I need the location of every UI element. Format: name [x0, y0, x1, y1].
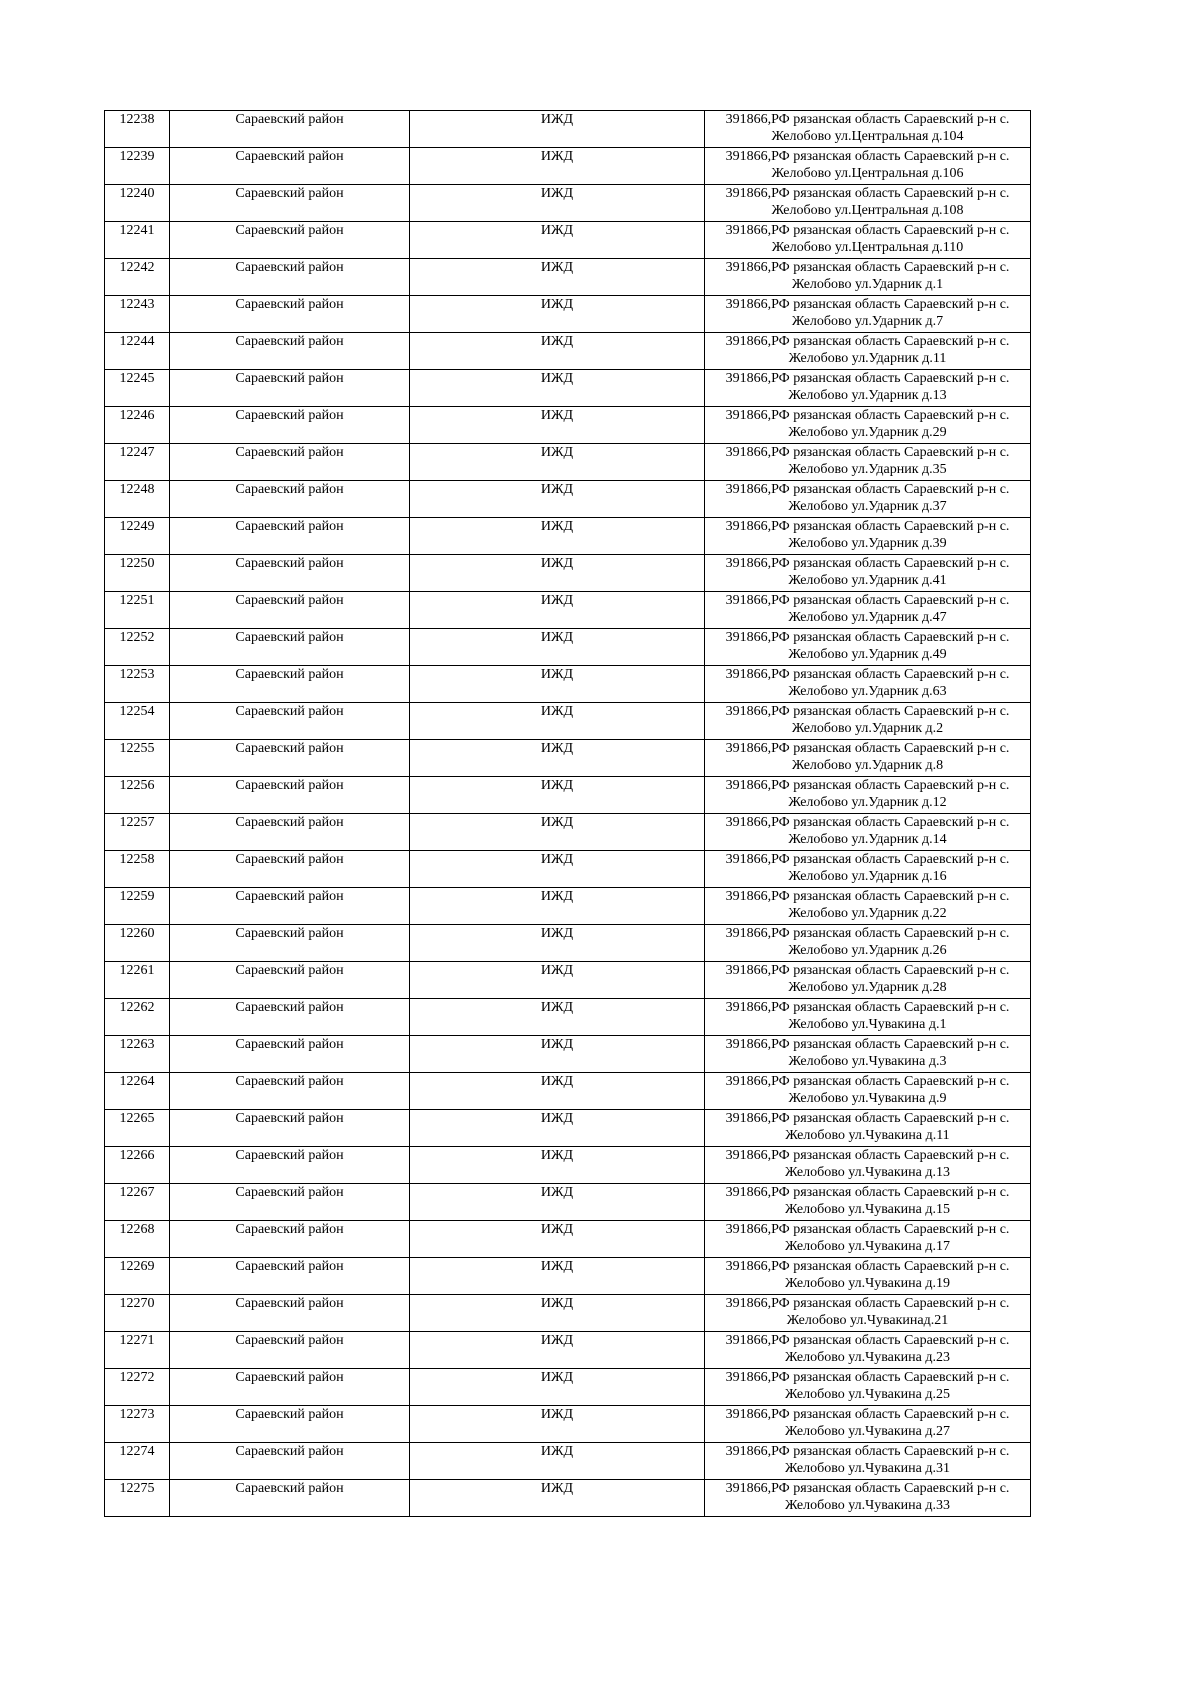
district-cell: Сараевский район: [170, 296, 410, 333]
address-line-2: Желобово ул.Ударник д.2: [791, 721, 944, 736]
district-cell: Сараевский район: [170, 703, 410, 740]
district-cell: Сараевский район: [170, 259, 410, 296]
address-line-2: Желобово ул.Ударник д.29: [788, 425, 947, 440]
district-cell: Сараевский район: [170, 481, 410, 518]
address-line-1: 391866,РФ рязанская область Сараевский р-н с.: [725, 223, 1010, 238]
district-cell: Сараевский район: [170, 999, 410, 1036]
object-type-cell: ИЖД: [410, 1369, 705, 1406]
row-number-cell: 12260: [105, 925, 170, 962]
row-number-cell: 12245: [105, 370, 170, 407]
row-number-cell: 12275: [105, 1480, 170, 1517]
object-type-cell: ИЖД: [410, 296, 705, 333]
object-type-cell: ИЖД: [410, 518, 705, 555]
address-line-2: Желобово ул.Ударник д.16: [788, 869, 947, 884]
object-type-cell: ИЖД: [410, 925, 705, 962]
address-cell: [705, 666, 1031, 703]
table-row: [105, 481, 1031, 518]
object-type-cell: ИЖД: [410, 1221, 705, 1258]
row-number-cell: 12247: [105, 444, 170, 481]
address-cell: [705, 999, 1031, 1036]
address-line-1: 391866,РФ рязанская область Сараевский р-н с.: [725, 556, 1010, 571]
row-number-cell: 12249: [105, 518, 170, 555]
table-row: [105, 1480, 1031, 1517]
district-cell: Сараевский район: [170, 1073, 410, 1110]
row-number-cell: 12270: [105, 1295, 170, 1332]
address-line-2: Желобово ул.Чувакина д.17: [785, 1239, 950, 1254]
object-type-cell: ИЖД: [410, 333, 705, 370]
object-type-cell: ИЖД: [410, 814, 705, 851]
address-line-1: 391866,РФ рязанская область Сараевский р-н с.: [725, 1074, 1010, 1089]
district-cell: Сараевский район: [170, 1184, 410, 1221]
object-type-cell: ИЖД: [410, 370, 705, 407]
address-line-1: 391866,РФ рязанская область Сараевский р-н с.: [725, 334, 1010, 349]
row-number-cell: 12239: [105, 148, 170, 185]
address-cell: [705, 555, 1031, 592]
address-line-1: 391866,РФ рязанская область Сараевский р-н с.: [725, 1333, 1010, 1348]
address-cell: [705, 259, 1031, 296]
table-row: [105, 777, 1031, 814]
address-cell: [705, 1480, 1031, 1517]
address-line-2: Желобово ул.Ударник д.11: [788, 351, 947, 366]
district-cell: Сараевский район: [170, 407, 410, 444]
address-line-1: 391866,РФ рязанская область Сараевский р-н с.: [725, 1296, 1010, 1311]
object-type-cell: ИЖД: [410, 851, 705, 888]
address-cell: [705, 111, 1031, 148]
table-row: [105, 444, 1031, 481]
row-number-cell: 12272: [105, 1369, 170, 1406]
district-cell: Сараевский район: [170, 1295, 410, 1332]
address-cell: [705, 481, 1031, 518]
address-cell: [705, 1110, 1031, 1147]
district-cell: Сараевский район: [170, 1369, 410, 1406]
row-number-cell: 12273: [105, 1406, 170, 1443]
row-number-cell: 12240: [105, 185, 170, 222]
row-number-cell: 12238: [105, 111, 170, 148]
row-number-cell: 12264: [105, 1073, 170, 1110]
table-row: [105, 148, 1031, 185]
address-line-1: 391866,РФ рязанская область Сараевский р-н с.: [725, 186, 1010, 201]
address-cell: [705, 148, 1031, 185]
address-line-2: Желобово ул.Ударник д.8: [791, 758, 944, 773]
table-row: [105, 296, 1031, 333]
object-type-cell: ИЖД: [410, 555, 705, 592]
address-line-1: 391866,РФ рязанская область Сараевский р-н с.: [725, 1259, 1010, 1274]
district-cell: Сараевский район: [170, 592, 410, 629]
address-cell: [705, 925, 1031, 962]
table-row: [105, 407, 1031, 444]
object-type-cell: ИЖД: [410, 1258, 705, 1295]
object-type-cell: ИЖД: [410, 1073, 705, 1110]
district-cell: Сараевский район: [170, 518, 410, 555]
row-number-cell: 12242: [105, 259, 170, 296]
district-cell: Сараевский район: [170, 1406, 410, 1443]
address-line-2: Желобово ул.Чувакина д.33: [785, 1498, 950, 1513]
address-line-1: 391866,РФ рязанская область Сараевский р-н с.: [725, 1185, 1010, 1200]
table-row: [105, 185, 1031, 222]
address-line-1: 391866,РФ рязанская область Сараевский р-н с.: [725, 926, 1010, 941]
district-cell: Сараевский район: [170, 111, 410, 148]
address-cell: [705, 407, 1031, 444]
table-row: [105, 222, 1031, 259]
address-line-2: Желобово ул.Ударник д.39: [788, 536, 947, 551]
address-line-1: 391866,РФ рязанская область Сараевский р-н с.: [725, 815, 1010, 830]
district-cell: Сараевский район: [170, 629, 410, 666]
address-line-2: Желобово ул.Чувакина д.3: [788, 1054, 947, 1069]
object-type-cell: ИЖД: [410, 222, 705, 259]
district-cell: Сараевский район: [170, 555, 410, 592]
address-line-1: 391866,РФ рязанская область Сараевский р-н с.: [725, 1370, 1010, 1385]
address-line-1: 391866,РФ рязанская область Сараевский р-н с.: [725, 889, 1010, 904]
district-cell: Сараевский район: [170, 1147, 410, 1184]
address-line-2: Желобово ул.Ударник д.63: [788, 684, 947, 699]
table-row: [105, 740, 1031, 777]
row-number-cell: 12259: [105, 888, 170, 925]
address-line-1: 391866,РФ рязанская область Сараевский р-н с.: [725, 630, 1010, 645]
district-cell: Сараевский район: [170, 851, 410, 888]
object-type-cell: ИЖД: [410, 111, 705, 148]
address-line-1: 391866,РФ рязанская область Сараевский р-н с.: [725, 1222, 1010, 1237]
address-line-1: 391866,РФ рязанская область Сараевский р-н с.: [725, 149, 1010, 164]
table-row: [105, 1073, 1031, 1110]
district-cell: Сараевский район: [170, 888, 410, 925]
address-cell: [705, 1369, 1031, 1406]
table-row: [105, 333, 1031, 370]
district-cell: Сараевский район: [170, 1258, 410, 1295]
address-line-1: 391866,РФ рязанская область Сараевский р-н с.: [725, 408, 1010, 423]
address-line-2: Желобово ул.Чувакина д.11: [785, 1128, 950, 1143]
address-line-2: Желобово ул.Чувакинад.21: [786, 1313, 949, 1328]
district-cell: Сараевский район: [170, 962, 410, 999]
address-line-1: 391866,РФ рязанская область Сараевский р-н с.: [725, 1481, 1010, 1496]
row-number-cell: 12255: [105, 740, 170, 777]
address-line-2: Желобово ул.Центральная д.106: [771, 166, 964, 181]
district-cell: Сараевский район: [170, 222, 410, 259]
address-line-2: Желобово ул.Ударник д.28: [788, 980, 947, 995]
address-line-1: 391866,РФ рязанская область Сараевский р-н с.: [725, 371, 1010, 386]
address-cell: [705, 1036, 1031, 1073]
address-cell: [705, 296, 1031, 333]
district-cell: Сараевский район: [170, 148, 410, 185]
address-line-2: Желобово ул.Чувакина д.9: [788, 1091, 947, 1106]
address-line-2: Желобово ул.Ударник д.12: [788, 795, 947, 810]
object-type-cell: ИЖД: [410, 1295, 705, 1332]
table-row: [105, 1184, 1031, 1221]
table-row: [105, 370, 1031, 407]
address-cell: [705, 1443, 1031, 1480]
row-number-cell: 12251: [105, 592, 170, 629]
row-number-cell: 12254: [105, 703, 170, 740]
row-number-cell: 12258: [105, 851, 170, 888]
address-line-2: Желобово ул.Центральная д.110: [771, 240, 964, 255]
table-row: [105, 518, 1031, 555]
address-cell: [705, 851, 1031, 888]
district-cell: Сараевский район: [170, 666, 410, 703]
address-line-2: Желобово ул.Ударник д.26: [788, 943, 947, 958]
district-cell: Сараевский район: [170, 1110, 410, 1147]
table-row: [105, 629, 1031, 666]
object-type-cell: ИЖД: [410, 962, 705, 999]
row-number-cell: 12256: [105, 777, 170, 814]
address-cell: [705, 1073, 1031, 1110]
table-row: [105, 1258, 1031, 1295]
row-number-cell: 12241: [105, 222, 170, 259]
address-cell: [705, 740, 1031, 777]
object-type-cell: ИЖД: [410, 1406, 705, 1443]
row-number-cell: 12253: [105, 666, 170, 703]
address-line-1: 391866,РФ рязанская область Сараевский р-н с.: [725, 778, 1010, 793]
registry-table: [104, 110, 1031, 1517]
address-line-1: 391866,РФ рязанская область Сараевский р-н с.: [725, 297, 1010, 312]
object-type-cell: ИЖД: [410, 1443, 705, 1480]
district-cell: Сараевский район: [170, 740, 410, 777]
table-row: [105, 851, 1031, 888]
table-row: [105, 1221, 1031, 1258]
table-row: [105, 888, 1031, 925]
row-number-cell: 12267: [105, 1184, 170, 1221]
table-row: [105, 1406, 1031, 1443]
table-row: [105, 1443, 1031, 1480]
district-cell: Сараевский район: [170, 1036, 410, 1073]
table-row: [105, 925, 1031, 962]
district-cell: Сараевский район: [170, 1332, 410, 1369]
object-type-cell: ИЖД: [410, 185, 705, 222]
row-number-cell: 12257: [105, 814, 170, 851]
object-type-cell: ИЖД: [410, 1480, 705, 1517]
address-line-2: Желобово ул.Центральная д.108: [771, 203, 964, 218]
table-row: [105, 666, 1031, 703]
object-type-cell: ИЖД: [410, 1147, 705, 1184]
address-line-2: Желобово ул.Чувакина д.31: [785, 1461, 950, 1476]
address-line-2: Желобово ул.Ударник д.22: [788, 906, 947, 921]
address-line-2: Желобово ул.Ударник д.41: [788, 573, 947, 588]
address-line-1: 391866,РФ рязанская область Сараевский р-н с.: [725, 519, 1010, 534]
table-row: [105, 999, 1031, 1036]
address-cell: [705, 962, 1031, 999]
object-type-cell: ИЖД: [410, 1184, 705, 1221]
address-cell: [705, 1406, 1031, 1443]
object-type-cell: ИЖД: [410, 1110, 705, 1147]
row-number-cell: 12263: [105, 1036, 170, 1073]
row-number-cell: 12244: [105, 333, 170, 370]
address-line-1: 391866,РФ рязанская область Сараевский р-н с.: [725, 1444, 1010, 1459]
row-number-cell: 12262: [105, 999, 170, 1036]
table-row: [105, 1332, 1031, 1369]
row-number-cell: 12265: [105, 1110, 170, 1147]
registry-table-body: [105, 111, 1031, 1517]
district-cell: Сараевский район: [170, 814, 410, 851]
object-type-cell: ИЖД: [410, 148, 705, 185]
address-line-2: Желобово ул.Центральная д.104: [771, 129, 964, 144]
object-type-cell: ИЖД: [410, 444, 705, 481]
table-row: [105, 1036, 1031, 1073]
row-number-cell: 12248: [105, 481, 170, 518]
district-cell: Сараевский район: [170, 1221, 410, 1258]
address-cell: [705, 703, 1031, 740]
object-type-cell: ИЖД: [410, 481, 705, 518]
address-cell: [705, 592, 1031, 629]
table-row: [105, 814, 1031, 851]
address-cell: [705, 1147, 1031, 1184]
district-cell: Сараевский район: [170, 777, 410, 814]
object-type-cell: ИЖД: [410, 888, 705, 925]
table-row: [105, 703, 1031, 740]
address-line-1: 391866,РФ рязанская область Сараевский р-н с.: [725, 1111, 1010, 1126]
address-line-2: Желобово ул.Ударник д.7: [791, 314, 944, 329]
row-number-cell: 12271: [105, 1332, 170, 1369]
address-line-1: 391866,РФ рязанская область Сараевский р-н с.: [725, 482, 1010, 497]
address-cell: [705, 629, 1031, 666]
address-cell: [705, 777, 1031, 814]
address-line-2: Желобово ул.Ударник д.37: [788, 499, 947, 514]
district-cell: Сараевский район: [170, 444, 410, 481]
address-cell: [705, 222, 1031, 259]
row-number-cell: 12269: [105, 1258, 170, 1295]
district-cell: Сараевский район: [170, 1480, 410, 1517]
address-line-2: Желобово ул.Чувакина д.25: [785, 1387, 950, 1402]
address-cell: [705, 1184, 1031, 1221]
table-row: [105, 555, 1031, 592]
address-line-2: Желобово ул.Ударник д.14: [788, 832, 947, 847]
address-line-1: 391866,РФ рязанская область Сараевский р-н с.: [725, 667, 1010, 682]
address-cell: [705, 1221, 1031, 1258]
district-cell: Сараевский район: [170, 185, 410, 222]
table-row: [105, 1147, 1031, 1184]
object-type-cell: ИЖД: [410, 666, 705, 703]
address-cell: [705, 185, 1031, 222]
address-cell: [705, 518, 1031, 555]
address-line-2: Желобово ул.Ударник д.13: [788, 388, 947, 403]
address-line-1: 391866,РФ рязанская область Сараевский р-н с.: [725, 1148, 1010, 1163]
address-line-2: Желобово ул.Ударник д.47: [788, 610, 947, 625]
row-number-cell: 12268: [105, 1221, 170, 1258]
address-line-2: Желобово ул.Чувакина д.13: [785, 1165, 950, 1180]
object-type-cell: ИЖД: [410, 259, 705, 296]
address-line-2: Желобово ул.Чувакина д.15: [785, 1202, 950, 1217]
table-row: [105, 1295, 1031, 1332]
address-line-1: 391866,РФ рязанская область Сараевский р-н с.: [725, 445, 1010, 460]
object-type-cell: ИЖД: [410, 777, 705, 814]
address-line-1: 391866,РФ рязанская область Сараевский р-н с.: [725, 1407, 1010, 1422]
object-type-cell: ИЖД: [410, 1332, 705, 1369]
district-cell: Сараевский район: [170, 925, 410, 962]
address-cell: [705, 1332, 1031, 1369]
row-number-cell: 12246: [105, 407, 170, 444]
address-line-2: Желобово ул.Ударник д.1: [791, 277, 944, 292]
address-line-1: 391866,РФ рязанская область Сараевский р-н с.: [725, 704, 1010, 719]
address-line-2: Желобово ул.Чувакина д.19: [785, 1276, 950, 1291]
address-cell: [705, 444, 1031, 481]
object-type-cell: ИЖД: [410, 629, 705, 666]
address-line-1: 391866,РФ рязанская область Сараевский р-н с.: [725, 852, 1010, 867]
address-line-1: 391866,РФ рязанская область Сараевский р-н с.: [725, 1000, 1010, 1015]
address-cell: [705, 814, 1031, 851]
address-line-1: 391866,РФ рязанская область Сараевский р-н с.: [725, 593, 1010, 608]
address-cell: [705, 1295, 1031, 1332]
object-type-cell: ИЖД: [410, 592, 705, 629]
district-cell: Сараевский район: [170, 333, 410, 370]
address-cell: [705, 333, 1031, 370]
table-row: [105, 592, 1031, 629]
address-line-1: 391866,РФ рязанская область Сараевский р-н с.: [725, 260, 1010, 275]
address-cell: [705, 888, 1031, 925]
address-line-2: Желобово ул.Ударник д.35: [788, 462, 947, 477]
object-type-cell: ИЖД: [410, 999, 705, 1036]
address-cell: [705, 370, 1031, 407]
address-line-2: Желобово ул.Чувакина д.27: [785, 1424, 950, 1439]
address-line-1: 391866,РФ рязанская область Сараевский р-н с.: [725, 112, 1010, 127]
table-row: [105, 111, 1031, 148]
address-line-1: 391866,РФ рязанская область Сараевский р-н с.: [725, 1037, 1010, 1052]
row-number-cell: 12266: [105, 1147, 170, 1184]
table-row: [105, 259, 1031, 296]
row-number-cell: 12261: [105, 962, 170, 999]
table-row: [105, 1369, 1031, 1406]
address-line-2: Желобово ул.Чувакина д.23: [785, 1350, 950, 1365]
address-line-2: Желобово ул.Ударник д.49: [788, 647, 947, 662]
address-cell: [705, 1258, 1031, 1295]
object-type-cell: ИЖД: [410, 407, 705, 444]
object-type-cell: ИЖД: [410, 740, 705, 777]
row-number-cell: 12250: [105, 555, 170, 592]
address-line-2: Желобово ул.Чувакина д.1: [788, 1017, 947, 1032]
table-row: [105, 1110, 1031, 1147]
object-type-cell: ИЖД: [410, 1036, 705, 1073]
object-type-cell: ИЖД: [410, 703, 705, 740]
row-number-cell: 12252: [105, 629, 170, 666]
address-line-1: 391866,РФ рязанская область Сараевский р-н с.: [725, 963, 1010, 978]
district-cell: Сараевский район: [170, 1443, 410, 1480]
row-number-cell: 12243: [105, 296, 170, 333]
district-cell: Сараевский район: [170, 370, 410, 407]
address-line-1: 391866,РФ рязанская область Сараевский р-н с.: [725, 741, 1010, 756]
table-row: [105, 962, 1031, 999]
row-number-cell: 12274: [105, 1443, 170, 1480]
